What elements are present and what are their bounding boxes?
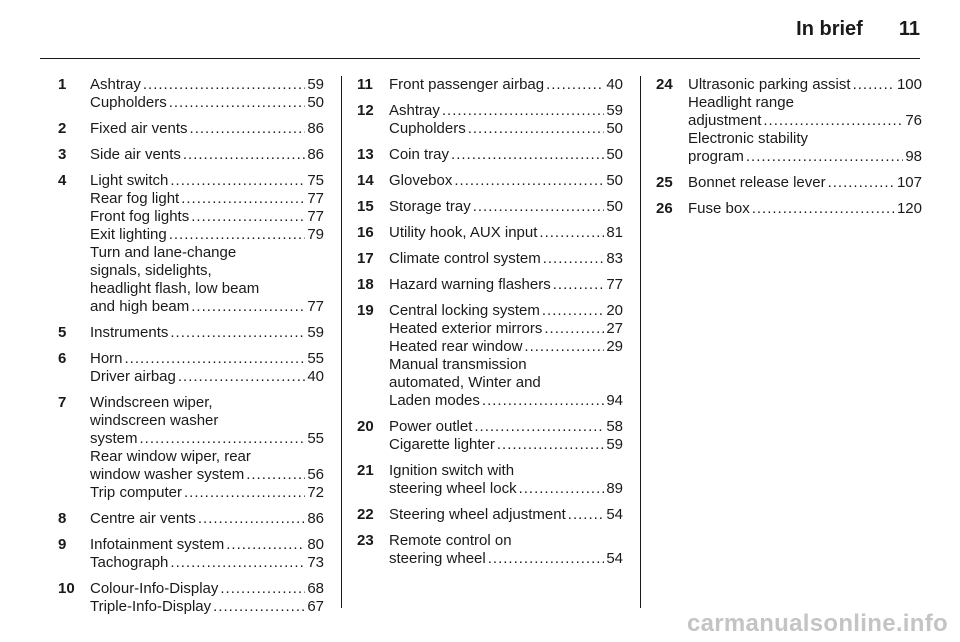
index-line	[389, 436, 623, 454]
callout-number: 15	[357, 198, 374, 215]
item-label: windscreen washer	[90, 412, 219, 429]
item-label: Cupholders	[389, 120, 466, 137]
index-line	[90, 94, 324, 112]
index-line	[90, 430, 324, 448]
dot-leader	[181, 190, 305, 208]
entry-items	[90, 350, 324, 386]
page-reference: 120	[896, 200, 922, 217]
page-reference: 58	[606, 418, 623, 435]
callout-number: 2	[58, 120, 67, 137]
page-reference: 107	[896, 174, 922, 191]
page-reference: 59	[606, 102, 623, 119]
header-rule	[40, 58, 920, 59]
entry-items	[389, 506, 623, 524]
dot-leader	[143, 76, 305, 94]
index-line	[389, 102, 623, 120]
page-reference: 50	[606, 120, 623, 137]
item-label: Laden modes	[389, 392, 480, 409]
index-line	[389, 320, 623, 338]
index-entry	[656, 200, 922, 218]
index-entry	[357, 198, 623, 216]
item-label: Horn	[90, 350, 123, 367]
item-label: system	[90, 430, 138, 447]
dot-leader	[198, 510, 305, 528]
item-label: Ignition switch with	[389, 462, 515, 479]
item-label: Light switch	[90, 172, 169, 189]
entry-items	[90, 510, 324, 528]
dot-leader	[191, 298, 305, 316]
column-divider	[341, 76, 342, 608]
page-reference: 77	[307, 208, 324, 225]
index-line	[389, 418, 623, 436]
callout-number: 23	[357, 532, 374, 549]
item-label: Storage tray	[389, 198, 471, 215]
entry-items	[688, 200, 922, 218]
index-line	[90, 484, 324, 502]
page-reference: 59	[307, 324, 324, 341]
index-line	[389, 462, 623, 480]
dot-leader	[568, 506, 605, 524]
index-line	[90, 448, 324, 466]
item-label: Infotainment system	[90, 536, 225, 553]
page-reference: 20	[606, 302, 623, 319]
index-line	[389, 480, 623, 498]
page-reference: 50	[606, 198, 623, 215]
index-line	[90, 466, 324, 484]
index-line	[389, 276, 623, 294]
callout-number: 10	[58, 580, 75, 597]
item-label: steering wheel	[389, 550, 486, 567]
callout-number: 21	[357, 462, 374, 479]
index-line	[90, 324, 324, 342]
item-label: Front passenger airbag	[389, 76, 545, 93]
dot-leader	[539, 224, 604, 242]
index-line	[688, 200, 922, 218]
page-reference: 83	[606, 250, 623, 267]
item-label: Remote control on	[389, 532, 512, 549]
item-label: Electronic stability	[688, 130, 809, 147]
page-reference: 81	[606, 224, 623, 241]
entry-items	[90, 146, 324, 164]
item-label: Heated exterior mirrors	[389, 320, 543, 337]
callout-number: 9	[58, 536, 67, 553]
page-reference: 79	[307, 226, 324, 243]
dot-leader	[169, 94, 306, 112]
index-column-2	[357, 76, 623, 606]
index-line	[389, 356, 623, 374]
item-label: and high beam	[90, 298, 190, 315]
entry-items	[389, 302, 623, 410]
index-line	[389, 120, 623, 138]
index-column-1	[58, 76, 324, 615]
entry-items	[688, 174, 922, 192]
index-line	[90, 208, 324, 226]
index-entry	[58, 120, 324, 138]
callout-number: 19	[357, 302, 374, 319]
item-label: Instruments	[90, 324, 169, 341]
section-title: In brief	[796, 18, 863, 40]
index-line	[90, 368, 324, 386]
entry-items	[90, 172, 324, 316]
index-line	[389, 550, 623, 568]
page-reference: 50	[307, 94, 324, 111]
page-reference: 77	[606, 276, 623, 293]
callout-number: 8	[58, 510, 67, 527]
index-line	[389, 506, 623, 524]
index-line	[688, 112, 922, 130]
callout-number: 6	[58, 350, 67, 367]
index-entry	[58, 510, 324, 528]
page-reference: 77	[307, 298, 324, 315]
index-entry	[357, 250, 623, 268]
index-line	[389, 146, 623, 164]
index-line	[688, 76, 922, 94]
item-label: Fixed air vents	[90, 120, 188, 137]
index-line	[90, 120, 324, 138]
item-label: Ultrasonic parking assist	[688, 76, 851, 93]
dot-leader	[170, 324, 305, 342]
page-reference: 40	[606, 76, 623, 93]
index-entry	[58, 394, 324, 502]
dot-leader	[191, 208, 305, 226]
item-label: window washer system	[90, 466, 245, 483]
entry-items	[90, 536, 324, 572]
dot-leader	[543, 250, 605, 268]
page-reference: 56	[307, 466, 324, 483]
entry-items	[90, 580, 324, 616]
index-line	[90, 536, 324, 554]
item-label: program	[688, 148, 744, 165]
index-entry	[357, 532, 623, 568]
item-label: Centre air vents	[90, 510, 196, 527]
index-entry	[357, 172, 623, 190]
callout-number: 16	[357, 224, 374, 241]
index-entry	[656, 76, 922, 166]
callout-number: 24	[656, 76, 673, 93]
index-line	[688, 94, 922, 112]
index-line	[90, 172, 324, 190]
item-label: Utility hook, AUX input	[389, 224, 538, 241]
index-entry	[357, 76, 623, 94]
index-line	[90, 280, 324, 298]
index-line	[389, 338, 623, 356]
item-label: Turn and lane-change	[90, 244, 237, 261]
dot-leader	[178, 368, 305, 386]
dot-leader	[497, 436, 604, 454]
index-line	[90, 394, 324, 412]
index-line	[90, 412, 324, 430]
entry-items	[389, 172, 623, 190]
index-line	[90, 244, 324, 262]
item-label: Trip computer	[90, 484, 182, 501]
item-label: Front fog lights	[90, 208, 190, 225]
entry-items	[389, 276, 623, 294]
item-label: Fuse box	[688, 200, 750, 217]
item-label: Exit lighting	[90, 226, 167, 243]
page-reference: 59	[606, 436, 623, 453]
entry-items	[389, 462, 623, 498]
page-reference: 89	[606, 480, 623, 497]
callout-number: 3	[58, 146, 67, 163]
index-line	[90, 350, 324, 368]
callout-number: 18	[357, 276, 374, 293]
item-label: Coin tray	[389, 146, 450, 163]
item-label: Heated rear window	[389, 338, 523, 355]
entry-items	[389, 250, 623, 268]
dot-leader	[828, 174, 895, 192]
dot-leader	[170, 172, 305, 190]
index-entry	[357, 462, 623, 498]
page-reference: 73	[307, 554, 324, 571]
item-label: Rear window wiper, rear	[90, 448, 251, 465]
index-line	[90, 190, 324, 208]
item-label: adjustment	[688, 112, 762, 129]
index-line	[389, 198, 623, 216]
entry-items	[90, 76, 324, 112]
watermark: carmanualsonline.info	[686, 610, 948, 637]
page-header	[796, 18, 920, 41]
entry-items	[389, 76, 623, 94]
index-entry	[357, 146, 623, 164]
index-line	[389, 302, 623, 320]
item-label: Central locking system	[389, 302, 540, 319]
dot-leader	[468, 120, 605, 138]
item-label: Side air vents	[90, 146, 181, 163]
index-entry	[357, 224, 623, 242]
entry-items	[389, 418, 623, 454]
item-label: Glovebox	[389, 172, 453, 189]
callout-number: 25	[656, 174, 673, 191]
index-entry	[58, 580, 324, 616]
dot-leader	[474, 418, 604, 436]
index-entry	[357, 102, 623, 138]
dot-leader	[542, 302, 604, 320]
index-line	[389, 392, 623, 410]
index-line	[389, 532, 623, 550]
entry-items	[389, 198, 623, 216]
dot-leader	[553, 276, 605, 294]
index-line	[90, 510, 324, 528]
page-reference: 80	[307, 536, 324, 553]
dot-leader	[140, 430, 306, 448]
entry-items	[389, 102, 623, 138]
index-entry	[58, 172, 324, 316]
callout-number: 1	[58, 76, 67, 93]
callout-number: 13	[357, 146, 374, 163]
dot-leader	[853, 76, 895, 94]
index-line	[90, 76, 324, 94]
item-label: Cigarette lighter	[389, 436, 495, 453]
dot-leader	[170, 554, 305, 572]
page-reference: 100	[896, 76, 922, 93]
item-label: Tachograph	[90, 554, 169, 571]
page-reference: 29	[606, 338, 623, 355]
page-reference: 86	[307, 146, 324, 163]
index-line	[389, 374, 623, 392]
index-entry	[58, 536, 324, 572]
index-column-3	[656, 76, 922, 606]
index-entry	[58, 350, 324, 386]
index-entry	[357, 506, 623, 524]
item-label: signals, sidelights,	[90, 262, 212, 279]
page-reference: 72	[307, 484, 324, 501]
item-label: Triple-Info-Display	[90, 598, 212, 615]
index-line	[389, 224, 623, 242]
item-label: Colour-Info-Display	[90, 580, 219, 597]
item-label: Headlight range	[688, 94, 794, 111]
index-line	[90, 226, 324, 244]
item-label: Ashtray	[90, 76, 141, 93]
dot-leader	[546, 76, 604, 94]
index-line	[90, 146, 324, 164]
page-reference: 55	[307, 430, 324, 447]
entry-items	[389, 532, 623, 568]
dot-leader	[451, 146, 604, 164]
item-label: Bonnet release lever	[688, 174, 826, 191]
entry-items	[90, 324, 324, 342]
page-reference: 98	[905, 148, 922, 165]
index-entry	[58, 324, 324, 342]
dot-leader	[184, 484, 305, 502]
dot-leader	[524, 338, 604, 356]
dot-leader	[125, 350, 306, 368]
column-divider	[640, 76, 641, 608]
dot-leader	[169, 226, 306, 244]
index-line	[389, 76, 623, 94]
dot-leader	[544, 320, 604, 338]
item-label: Cupholders	[90, 94, 167, 111]
callout-number: 26	[656, 200, 673, 217]
callout-number: 14	[357, 172, 374, 189]
page-reference: 67	[307, 598, 324, 615]
page-reference: 55	[307, 350, 324, 367]
page-reference: 59	[307, 76, 324, 93]
page-reference: 76	[905, 112, 922, 129]
page-reference: 50	[606, 146, 623, 163]
callout-number: 11	[357, 76, 373, 93]
item-label: steering wheel lock	[389, 480, 517, 497]
entry-items	[389, 224, 623, 242]
index-line	[688, 174, 922, 192]
callout-number: 12	[357, 102, 374, 119]
page-reference: 50	[606, 172, 623, 189]
item-label: Driver airbag	[90, 368, 176, 385]
callout-number: 7	[58, 394, 67, 411]
index-entry	[58, 76, 324, 112]
item-label: automated, Winter and	[389, 374, 541, 391]
dot-leader	[519, 480, 605, 498]
index-entry	[357, 418, 623, 454]
item-label: Manual transmission	[389, 356, 527, 373]
callout-number: 20	[357, 418, 374, 435]
index-line	[90, 580, 324, 598]
index-line	[90, 298, 324, 316]
dot-leader	[763, 112, 903, 130]
dot-leader	[482, 392, 604, 410]
index-line	[688, 148, 922, 166]
page-reference: 77	[307, 190, 324, 207]
callout-number: 5	[58, 324, 67, 341]
item-label: headlight flash, low beam	[90, 280, 260, 297]
item-label: Power outlet	[389, 418, 473, 435]
item-label: Windscreen wiper,	[90, 394, 213, 411]
page-reference: 68	[307, 580, 324, 597]
item-label: Ashtray	[389, 102, 440, 119]
dot-leader	[442, 102, 604, 120]
page-reference: 75	[307, 172, 324, 189]
index-line	[90, 598, 324, 616]
dot-leader	[190, 120, 306, 138]
index-line	[389, 172, 623, 190]
dot-leader	[213, 598, 305, 616]
index-line	[389, 250, 623, 268]
dot-leader	[454, 172, 604, 190]
item-label: Hazard warning flashers	[389, 276, 551, 293]
entry-items	[688, 76, 922, 166]
dot-leader	[226, 536, 305, 554]
index-entry	[656, 174, 922, 192]
page-reference: 94	[606, 392, 623, 409]
dot-leader	[183, 146, 305, 164]
page-reference: 27	[606, 320, 623, 337]
page-reference: 86	[307, 120, 324, 137]
dot-leader	[752, 200, 895, 218]
page-reference: 40	[307, 368, 324, 385]
index-line	[90, 554, 324, 572]
page-reference: 54	[606, 506, 623, 523]
item-label: Rear fog light	[90, 190, 180, 207]
index-entry	[357, 276, 623, 294]
index-line	[90, 262, 324, 280]
dot-leader	[220, 580, 305, 598]
callout-number: 17	[357, 250, 374, 267]
entry-items	[90, 394, 324, 502]
entry-items	[389, 146, 623, 164]
entry-items	[90, 120, 324, 138]
dot-leader	[246, 466, 305, 484]
page-number: 11	[898, 18, 920, 40]
index-entry	[58, 146, 324, 164]
callout-number: 4	[58, 172, 67, 189]
dot-leader	[473, 198, 605, 216]
page-reference: 86	[307, 510, 324, 527]
item-label: Steering wheel adjustment	[389, 506, 566, 523]
dot-leader	[488, 550, 605, 568]
dot-leader	[746, 148, 903, 166]
item-label: Climate control system	[389, 250, 541, 267]
index-entry	[357, 302, 623, 410]
page-reference: 54	[606, 550, 623, 567]
index-line	[688, 130, 922, 148]
callout-number: 22	[357, 506, 374, 523]
